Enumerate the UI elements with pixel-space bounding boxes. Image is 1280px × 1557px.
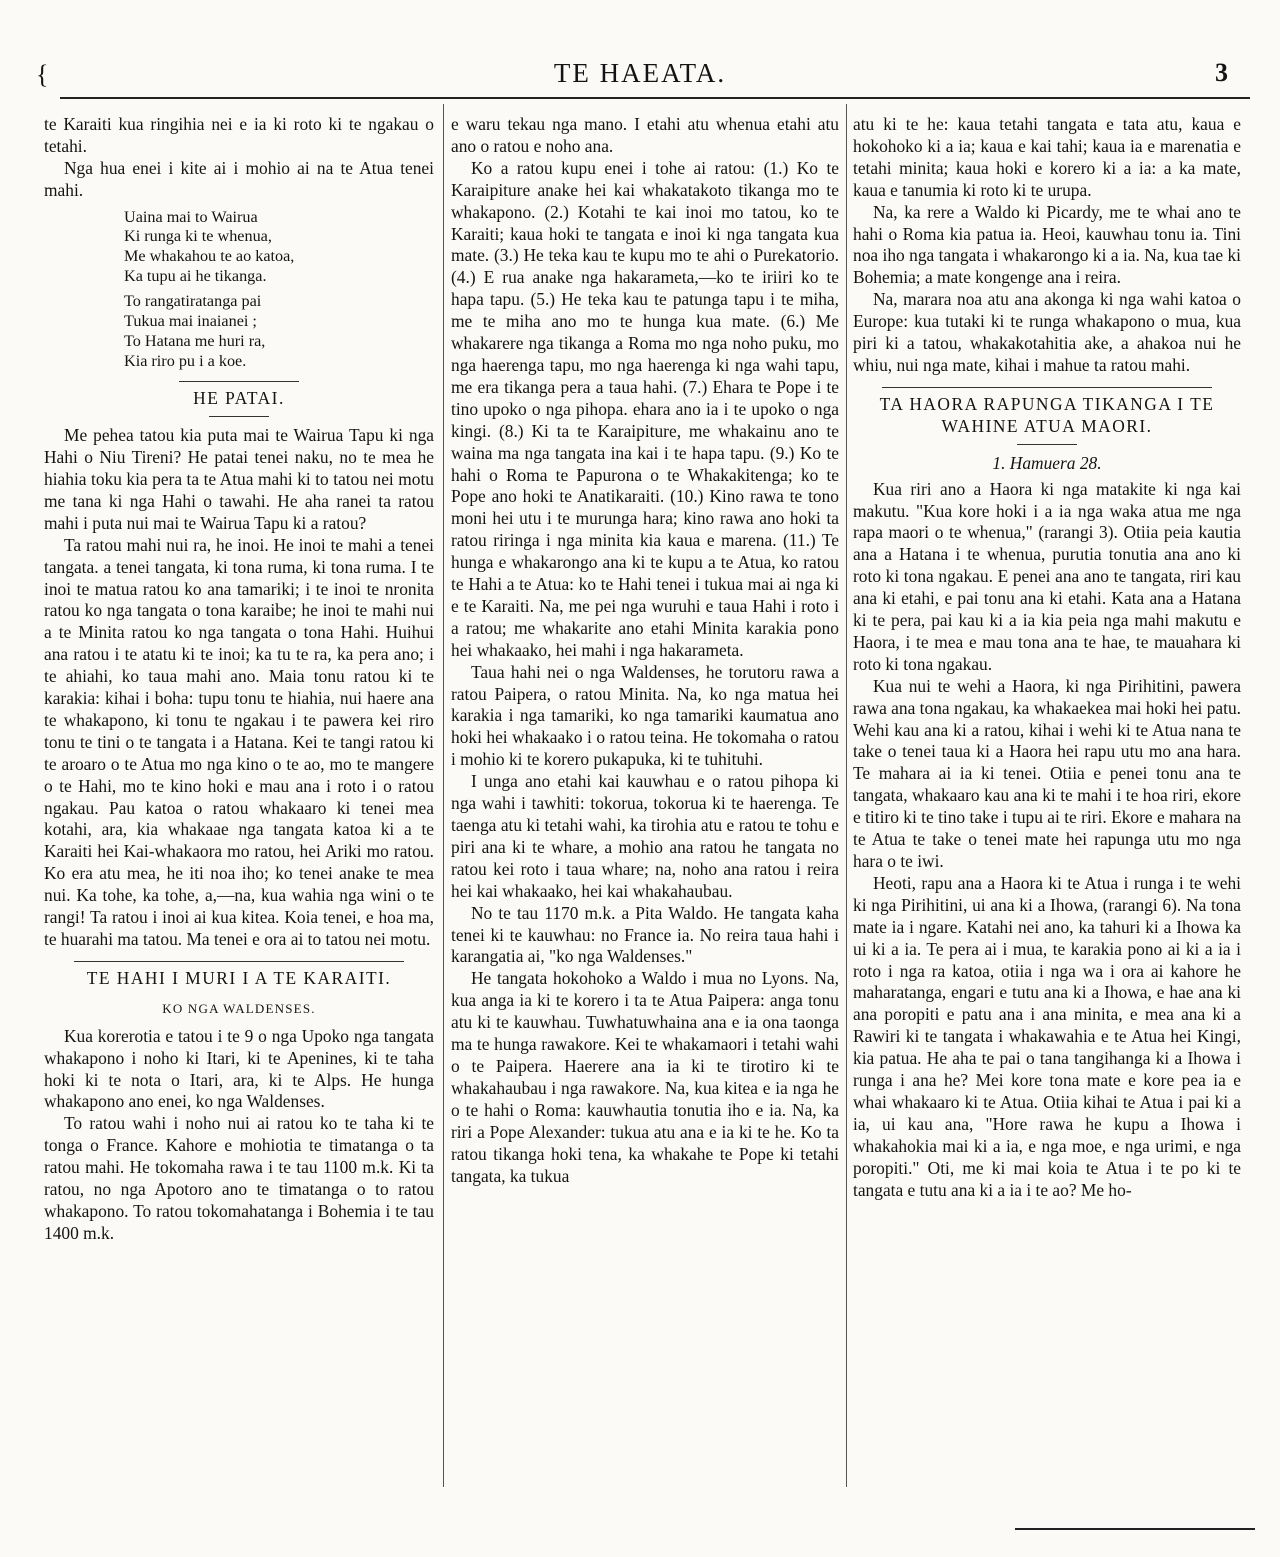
paragraph: Nga hua enei i kite ai i mohio ai na te Atua tenei mahi. bbox=[44, 157, 434, 200]
paragraph: Kua riri ano a Haora ki nga matakite ki nga kai makutu. "Kua kore hoki i a ia nga waka atua me nga rapa maori o te whenua," (rarangi 3). Otiia peia kautia ana a Hatana i te whenua, purutia tonutia ana ano ki roto ki tona ngakau. E penei ana ano te tangata, riri kau ana ki etahi, e pai tonu ana ki etahi. Kata ana a Hatana ki te pera, pai kau ki a ia kia peia nga mahi makutu e Haora, i te mea e mau tona ana te hae, te mauahara ki roto ki tona ngakau. bbox=[853, 478, 1241, 674]
section-rule bbox=[179, 381, 299, 382]
paragraph: He tangata hokohoko a Waldo i mua no Lyons. Na, kua anga ia ki te korero i ta te Atua Paipera: anga tonu atu ki te kauwhau. Tuwhatuwhaina ana e ia ona taonga ma te hunga rawakore. Kei te whakamaori i tetahi wahi o te Paipera. Haerere ana ia ki te tirotiro ki te whakahaubau i nga rawakore. Na, kua kitea e ia nga he o te hahi o Roma: kauwhautia tonutia iho e ia. Na, ka riri a Pope Alexander: tukua atu ana e ia ki te he. Ko ta ratou tikanga hoki tena, ka whakahe te Pope ki tetahi tangata, ka tukua bbox=[451, 968, 839, 1186]
section-rule bbox=[74, 961, 404, 962]
paragraph: I unga ano etahi kai kauwhau e o ratou pihopa ki nga wahi i tawhiti: tokorua, tokorua ki te haerenga. Te taenga atu ki tetahi wahi, ka tirohia atu e ratou te tohu e piri ana ki te whare, a mohio ana ratou he tangata no ratou kei roto i taua whare; na, noho ana ratou i reira hei kai whakaako, hei kai whakahaubau. bbox=[451, 771, 839, 901]
subheading-waldenses: KO NGA WALDENSES. bbox=[162, 1000, 316, 1016]
column-divider-1 bbox=[443, 104, 444, 1487]
section-rule bbox=[882, 387, 1212, 388]
paragraph: atu ki te he: kaua tetahi tangata e tata atu, kaua e hokohoko ki a ia; kaua e kai tahi; kaua ia e marenatia e tetahi minita; kaua hoki e korero ki a ia: a ka mate, kaua e tanumia ki roto ki te urupa. bbox=[853, 114, 1241, 200]
paragraph: Me pehea tatou kia puta mai te Wairua Tapu ki nga Hahi o Niu Tireni? He patai tenei naku, no te mea he hiahia toku kia pera ta te Atua mahi ki to tatou nei motu me tana ki nga Hahi o tawahi. He aha ranei ta ratou mahi i puta nui mai te Wairua Tapu ki a ratou? bbox=[44, 425, 434, 533]
heading-underline bbox=[1017, 444, 1077, 445]
section-heading-he-patai: HE PATAI. bbox=[193, 388, 285, 409]
paragraph: te Karaiti kua ringihia nei e ia ki roto ki te ngakau o tetahi. bbox=[44, 114, 434, 156]
verse-line: To Hatana me huri ra, bbox=[124, 331, 266, 350]
header-rule bbox=[60, 97, 1250, 99]
paragraph: Heoti, rapu ana a Haora ki te Atua i runga i te wehi ki nga Pirihitini, ui ana ki a Ihowa, (rarangi 6). Na tona mate ia i ngare. Katahi nei ano, ka tahuri ki a Ihowa ka ui ki a ia. Te pera ai i mua, te karakia pono ai ki a ia i roto i nga ra katoa, otiia i nga wa i ora ai kahore he maharatanga, engari e tutu ana ki a Ihowa, e hae ana ki ana poropiti e patu ana i ana minita, e mea ana ki a Rawiri ki te tangata i whakawahia e te Atua hei Kingi, kia patua. He aha te pai o tana tangihanga ki a Ihowa i runga i ana he? Mei kore tona mate e kore pea ia e whai whakaaro ki te Atua. Otiia kihai te Atua i pai ki a ia, ui kau ana, "Hore rawa he kupu a Ihowa i whakahokia mai ki a ia, e nga moe, e nga urimi, e nga poropiti." Oti, me ki mai koia te Atua i te po ki te tangata e tutu ana ki a ia i te ao? Me ho- bbox=[853, 872, 1241, 1200]
verse-line: Me whakahou te ao katoa, bbox=[124, 247, 295, 266]
column-1 bbox=[44, 114, 434, 1245]
verse-line: To rangatiratanga pai bbox=[124, 292, 262, 311]
paragraph: Na, ka rere a Waldo ki Picardy, me te whai ano te hahi o Roma kia patua ia. Heoi, kauwhau tonu ia. Tini noa iho nga tangata i whakarongo ki a ia. Na, kua tae ki Bohemia; a mate kongenge ana i reira. bbox=[853, 201, 1241, 288]
column-3 bbox=[853, 114, 1241, 1202]
verse-line: Ki runga ki te whenua, bbox=[124, 227, 272, 246]
page-number: 3 bbox=[1215, 58, 1228, 87]
paragraph: To ratou wahi i noho nui ai ratou ko te taha ki te tonga o France. Kahore e mohiotia te timatanga o ta ratou mahi. He tokomaha rawa i te tau 1100 m.k. Ki ta ratou, no nga Apotoro ano te timatanga o to ratou whakapono. To ratou tokomahatanga i Bohemia i te tau 1400 m.k. bbox=[44, 1113, 434, 1243]
margin-brace-mark: { bbox=[36, 60, 49, 89]
column-2 bbox=[451, 114, 839, 1187]
paragraph: Ko a ratou kupu enei i tohe ai ratou: (1.) Ko te Karaipiture anake hei kai whakatakoto tikanga mo te whakapono. (2.) Kotahi te kai inoi mo tatou, ko te Karaiti; kaua hoki te tangata e inoi ki nga tangata kua mate. (3.) He teka kau te kupu mo te ahi o Purekatorio. (4.) E rua anake nga hakarameta,—ko te iriiri ko te hapa tapu. (5.) He teka kau te patunga tapu i te miha, me te miha ano mo te hunga kua mate. (6.) Me whakarere nga tikanga a Roma mo nga noho puku, mo nga haerenga tapu, mo nga haerenga ki nga wahi tapu, me era tikanga pera a taua hahi. (7.) Ehara te Pope i te tino upoko o nga pihopa. ehara ano ia i te upoko o nga kingi. (8.) Ki ta te Karaipiture, me whakainu ano te waina ma nga tangata ina kai i te hapa tapu. (9.) Ko te hahi o Roma te Papurona o te Whakakitenga; ko te Pope ano hoki te Anatikaraiti. (10.) Kino rawa te tono moni hei utu i te murunga hara; kino rawa ano hoki ta ratou riringa i nga minita kia kaua e marena. (11.) Te hunga e whakarongo ana ki te kupu a te Atua, ko ratou te Hahi a te Atua: ko te Hahi tenei i tukua mai ai nga ki e te Karaiti. Na, me pei nga wuruhi e taua Hahi i roto i a ratou; me whakarite ano etahi Minita karakia pono hei whakaako, hei mahi i nga hakarameta. bbox=[451, 157, 839, 660]
paragraph: Ta ratou mahi nui ra, he inoi. He inoi te mahi a tenei tangata. a tenei tangata, ki tona ruma, ki tona ruma. I te inoi te matua ratou ko ana tamariki; i te inoi te nronita ratou ko nga tangata o tona karaibe; he inoi te mahi nui a te Minita ratou ko nga tangata o tona Hahi. Huihui ana ratou i te atatu ki te inoi; ka tu te ra, ka pera ano; i te ahiahi, ko taua mahi ano. Maia tonu ratou ki te karakia: kihai i boha: tupu tonu te hiahia, nui haere ana te whakapono, ki tonu te ngakau i te pawera kei riro tonu te tini o te tangata i a Hatana. Kei te tangi ratou ki te aroaro o te Atua mo nga kino o te ao, mo te mangere o te Hahi, mo te kino hoki e mau ana i roto i o ratou ngakau. Pau katoa o ratou whakaaro ki tenei mea kotahi, ara, kia whakaae nga tangata katoa ki a te Karaiti hei Kai-whakaora mo ratou, hei Ariki mo ratou. Ko era atu mea, he iti noa iho; ko tenei anake te mea nui. Ka tohe, ka tohe, a,—na, kua wahia nga wini o te rangi! Ta ratou i inoi ai kua kitea. Koia tenei, e hoa ma, te huarahi ma tatou. Ma tenei e ora ai to tatou nei motu. bbox=[44, 534, 434, 949]
verse-line: Uaina mai to Wairua bbox=[124, 207, 258, 226]
verse-line: Ka tupu ai he tikanga. bbox=[124, 266, 267, 285]
paragraph: Na, marara noa atu ana akonga ki nga wahi katoa o Europe: kua tutaki ki te runga whakapono o mua, kua piri ki a tatou, whakakotahitia ake, a ahakoa nui he whiu, nui nga mate, kihai i mahue ta ratou mahi. bbox=[853, 289, 1241, 375]
masthead-title: TE HAEATA. bbox=[553, 58, 727, 88]
heading-underline bbox=[209, 416, 269, 417]
hymn-verse bbox=[124, 208, 434, 372]
verse-line: Kia riro pu i a koe. bbox=[124, 351, 247, 370]
paragraph: e waru tekau nga mano. I etahi atu whenua etahi atu ano o ratou e noho ana. bbox=[451, 114, 839, 156]
scripture-reference: 1. Hamuera 28. bbox=[992, 452, 1102, 473]
verse-line: Tukua mai inaianei ; bbox=[124, 312, 257, 331]
section-heading-haora: TA HAORA RAPUNGA TIKANGA I TE WAHINE ATUA MAORI. bbox=[879, 393, 1215, 436]
paragraph: Kua korerotia e tatou i te 9 o nga Upoko nga tangata whakapono i noho ki Itari, ki te Apenines, ki te taha hoki ki te nota o Itari, ara, ki te Alps. He hunga whakapono ano enei, ko nga Waldenses. bbox=[44, 1025, 434, 1112]
section-heading-te-hahi: TE HAHI I MURI I A TE KARAITI. bbox=[86, 967, 392, 988]
paragraph: Kua nui te wehi a Haora, ki nga Pirihitini, pawera rawa ana tona ngakau, ka whakaekea mai hoki hei patu. Wehi kau ana ki a ratou, kihai i wehi ki te Atua nana te take o tenei taua ki a Haora hei rapu utu mo ana hara. Te mahara ai ia ki tenei. Otiia e penei tonu ana te tangata, whakaaro kau ana ki te mahi i te hoa riri, ekore e titiro ki te tino take i tupu ai te riri. Ekore e mahara na te Atua te take o tenei mate hei rapunga utu mo nga hara o te iwi. bbox=[853, 675, 1241, 871]
column-divider-2 bbox=[846, 104, 847, 1487]
bottom-rule bbox=[1015, 1528, 1255, 1530]
paragraph: No te tau 1170 m.k. a Pita Waldo. He tangata kaha tenei ki te kauwhau: no France ia. No reira taua hahi i karangatia ai, "ko nga Waldenses." bbox=[451, 902, 839, 967]
paragraph: Taua hahi nei o nga Waldenses, he torutoru rawa a ratou Paipera, o ratou Minita. Na, ko nga matua hei karakia i nga tamariki, ko nga tamariki kaumatua ano hoki hei whakaako i o ratou teina. He tokomaha o ratou i mohio ki te korero pukapuka, ki te tuhituhi. bbox=[451, 661, 839, 770]
